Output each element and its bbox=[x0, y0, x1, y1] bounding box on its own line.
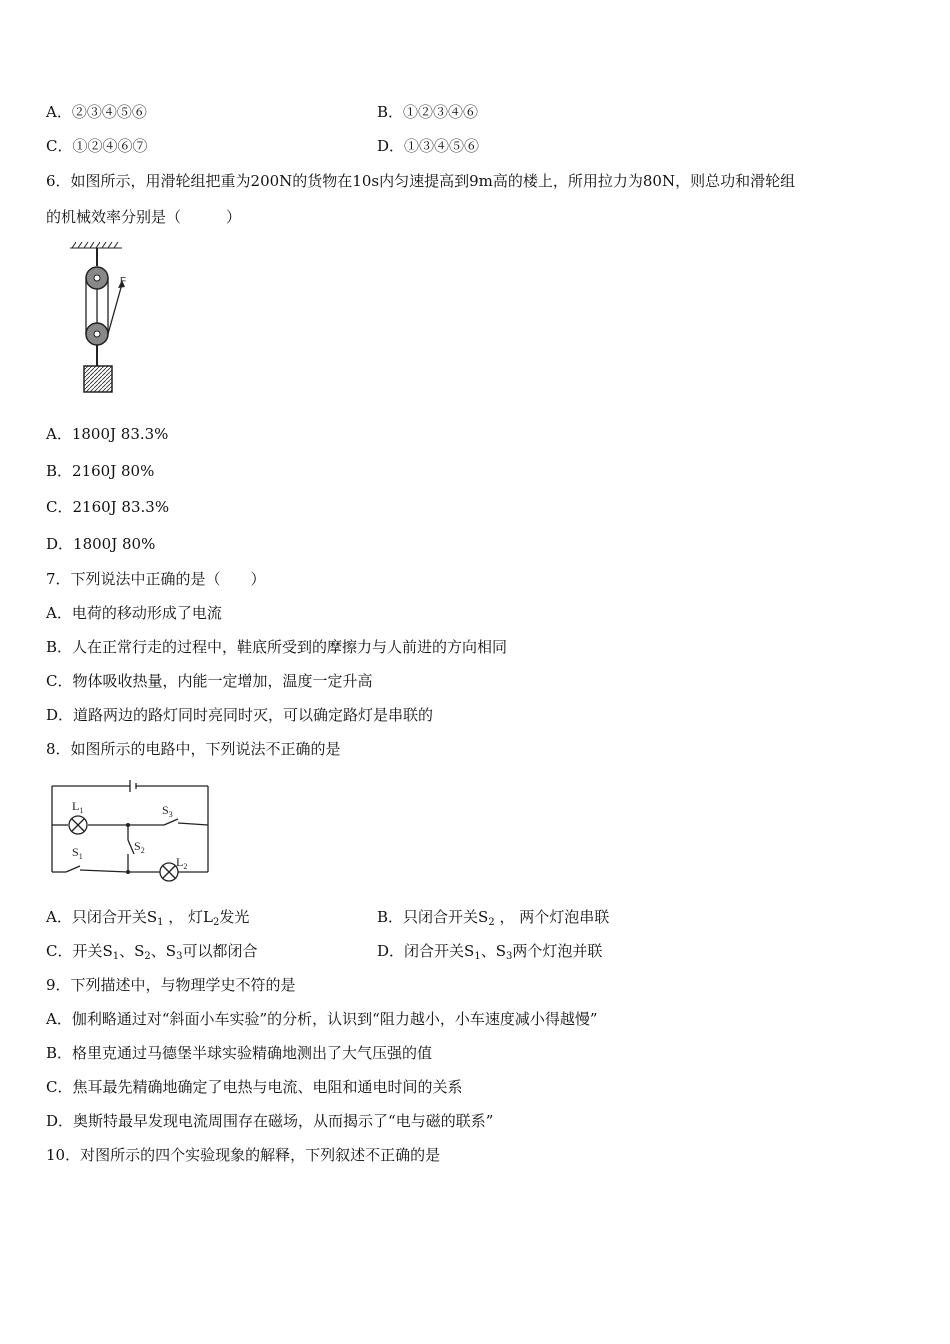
q9-option-d: D．奥斯特最早发现电流周围存在磁场，从而揭示了“电与磁的联系” bbox=[46, 1112, 494, 1130]
q10-stem: 10．对图所示的四个实验现象的解释，下列叙述不正确的是 bbox=[46, 1146, 441, 1164]
q7-option-b: B．人在正常行走的过程中，鞋底所受到的摩擦力与人前进的方向相同 bbox=[46, 638, 508, 656]
q5-option-b: B．①②③④⑥ bbox=[377, 103, 479, 121]
q5-option-a: A．②③④⑤⑥ bbox=[46, 103, 147, 121]
q6-stem-line2: 的机械效率分别是（ ） bbox=[46, 208, 242, 226]
q7-stem: 7．下列说法中正确的是（ ） bbox=[46, 570, 266, 588]
q7-option-d: D．道路两边的路灯同时亮同时灭，可以确定路灯是串联的 bbox=[46, 706, 434, 724]
q8-option-a: A．只闭合开关$S_1$ ， 灯$L_2$发光 bbox=[46, 908, 250, 928]
ceiling-hatch bbox=[70, 242, 122, 248]
q8-stem: 8．如图所示的电路中，下列说法不正确的是 bbox=[46, 740, 341, 758]
circuit-figure bbox=[44, 778, 214, 882]
q5-option-d: D．①③④⑤⑥ bbox=[377, 137, 480, 155]
switch-s3-blade bbox=[164, 819, 178, 825]
q6-option-b: B．2160J 80% bbox=[46, 462, 155, 480]
switch-s1-blade bbox=[66, 866, 80, 872]
lamp-l1 bbox=[69, 816, 87, 834]
q9-option-c: C．焦耳最先精确地确定了电热与电流、电阻和通电时间的关系 bbox=[46, 1078, 463, 1096]
q6-option-c: C．2160J 83.3% bbox=[46, 498, 170, 516]
q6-stem-line1: 6．如图所示，用滑轮组把重为200N的货物在10s内匀速提高到9m高的楼上，所用拉力为80N，则总功和滑轮组 bbox=[46, 172, 796, 190]
label-s3: $S_3$ bbox=[162, 803, 173, 819]
q8-option-d: D．闭合开关$S_1$、$S_3$两个灯泡并联 bbox=[377, 942, 603, 962]
label-s2: $S_2$ bbox=[134, 839, 145, 855]
force-label: F bbox=[120, 276, 127, 287]
label-l1: $L_1$ bbox=[72, 799, 84, 815]
q9-option-b: B．格里克通过马德堡半球实验精确地测出了大气压强的值 bbox=[46, 1044, 433, 1062]
q7-option-a: A．电荷的移动形成了电流 bbox=[46, 604, 222, 622]
q9-stem: 9．下列描述中，与物理学史不符的是 bbox=[46, 976, 296, 994]
q9-option-a: A．伽利略通过对“斜面小车实验”的分析，认识到“阻力越小，小车速度减小得越慢” bbox=[46, 1010, 598, 1028]
q8-option-b: B．只闭合开关$S_2$ ， 两个灯泡串联 bbox=[377, 908, 610, 928]
q7-option-c: C．物体吸收热量，内能一定增加，温度一定升高 bbox=[46, 672, 373, 690]
q6-option-a: A．1800J 83.3% bbox=[46, 425, 169, 443]
pulley-figure bbox=[66, 240, 146, 396]
label-l2: $L_2$ bbox=[176, 855, 188, 871]
load-block bbox=[84, 366, 112, 392]
q8-option-c: C．开关$S_1$、$S_2$、$S_3$可以都闭合 bbox=[46, 942, 258, 962]
q5-option-c: C．①②④⑥⑦ bbox=[46, 137, 148, 155]
label-s1: $S_1$ bbox=[72, 845, 83, 861]
q6-option-d: D．1800J 80% bbox=[46, 535, 156, 553]
